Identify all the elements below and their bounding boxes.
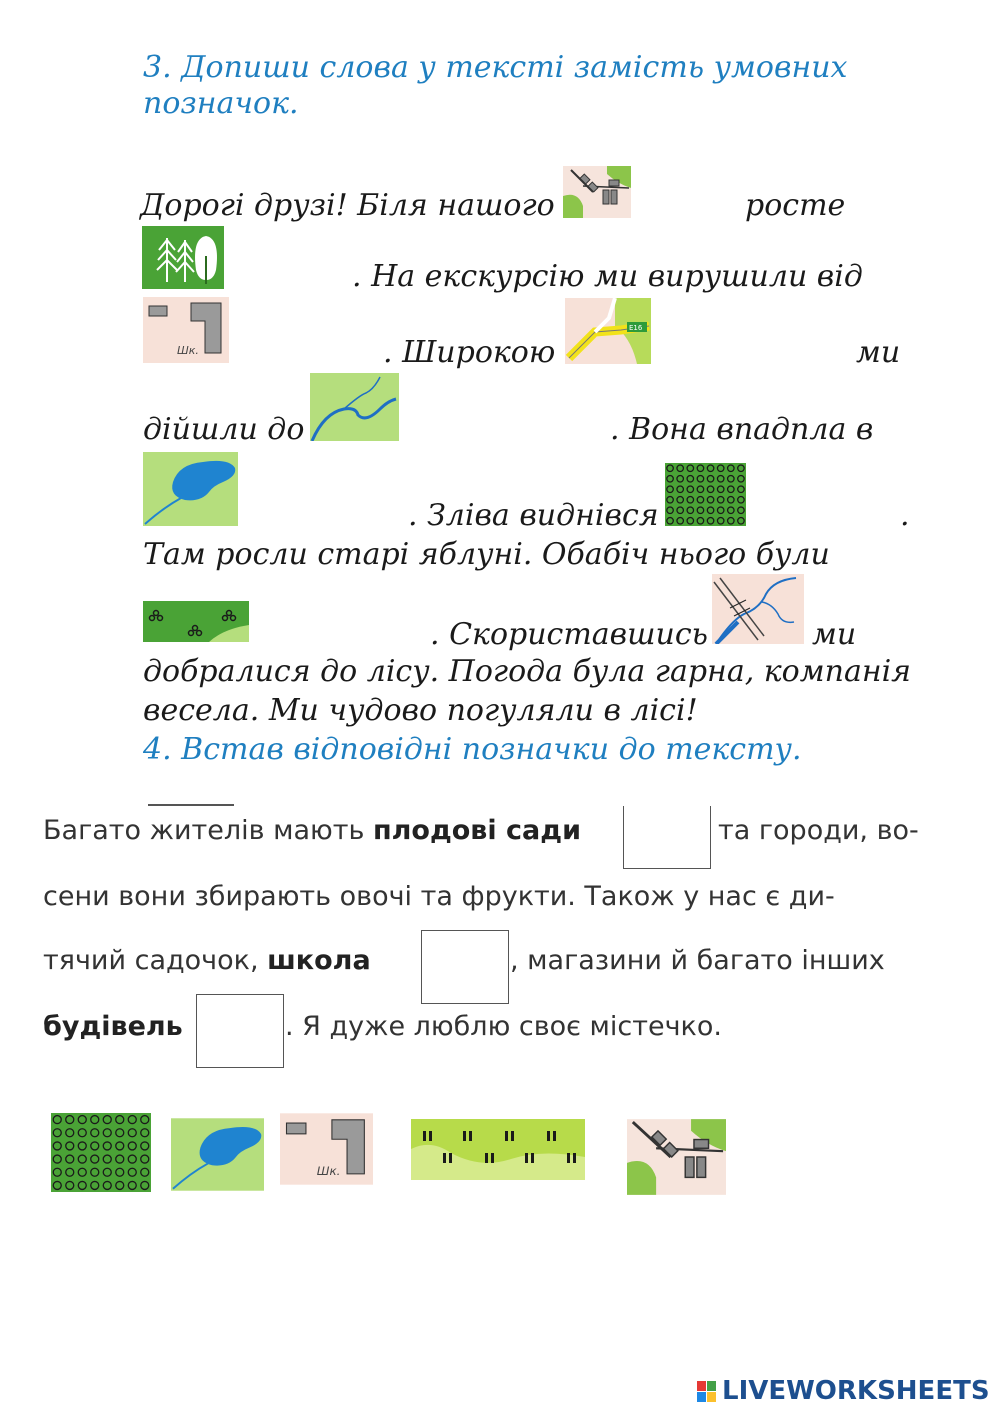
- text-word: росте: [745, 188, 846, 223]
- task4-text: тячий садочок,: [43, 945, 268, 976]
- box-edge: [148, 804, 234, 806]
- task4-line-3: [43, 945, 371, 976]
- text-word: . Широкою: [383, 335, 556, 370]
- task4-text: та городи, во-: [718, 815, 919, 846]
- road-label: Е16: [629, 324, 643, 332]
- highway-map-icon: [565, 298, 651, 364]
- village-map-icon: [563, 166, 631, 218]
- task4-text: , магазини й багато інших: [510, 945, 885, 976]
- task4-text: Багато жителів мають: [43, 815, 373, 846]
- forest-map-icon: [142, 226, 224, 289]
- text-line: . Скориставшись: [430, 617, 708, 652]
- school-label: Шк.: [177, 344, 199, 357]
- orchard-map-icon: [665, 463, 746, 526]
- text-word: ми: [812, 617, 857, 652]
- bushes-map-icon: [143, 601, 249, 642]
- text-word: ми: [856, 335, 901, 370]
- school-term: школа: [267, 945, 371, 976]
- text-line: . На екскурсію ми вирушили від: [352, 259, 863, 294]
- task4-heading: 4. Встав відповідні позначки до тексту.: [143, 732, 802, 767]
- task3-heading-line2: позначок.: [143, 86, 299, 121]
- text-line: Дорогі друзі! Біля нашого: [140, 188, 555, 223]
- buildings-drop-box[interactable]: [196, 994, 284, 1068]
- liveworksheets-logo[interactable]: LIVEWORKSHEETS: [722, 1376, 990, 1406]
- text-line: Там росли старі яблуні. Обабіч нього були: [143, 537, 830, 572]
- task3-heading: [143, 50, 847, 122]
- river-map-icon: [310, 373, 399, 441]
- orchard-term: плодові сади: [372, 815, 581, 846]
- text-line: весела. Ми чудово погуляли в лісі!: [143, 693, 698, 728]
- lake-map-icon: [143, 452, 238, 526]
- buildings-term: будівель: [43, 1011, 183, 1042]
- liveworksheets-logo-icon: [697, 1381, 717, 1403]
- task4-line-4: [43, 1011, 183, 1042]
- school-drop-box[interactable]: [421, 930, 509, 1004]
- meadow-map-icon[interactable]: [411, 1119, 585, 1180]
- village-map-icon[interactable]: [627, 1119, 726, 1195]
- orchard-drop-box[interactable]: [623, 806, 711, 869]
- school-label: Шк.: [316, 1163, 341, 1178]
- text-line: . Вона впадпла в: [610, 412, 874, 447]
- bridge-map-icon: [712, 574, 804, 644]
- text-line: . Зліва виднівся: [408, 498, 659, 533]
- orchard-map-icon[interactable]: [51, 1113, 151, 1192]
- text-word: дійшли до: [143, 412, 305, 447]
- text-line: добралися до лісу. Погода була гарна, компанія: [143, 654, 912, 689]
- lake-map-icon[interactable]: [171, 1118, 264, 1191]
- school-map-icon[interactable]: [280, 1112, 373, 1186]
- task4-text: . Я дуже люблю своє містечко.: [285, 1011, 722, 1042]
- task4-line-1: [43, 815, 581, 846]
- task3-heading-line1: 3. Допиши слова у тексті замість умовних: [143, 50, 848, 85]
- task4-line-2: сени вони збирають овочі та фрукти. Також у нас є ди-: [43, 881, 835, 912]
- school-map-icon: [143, 297, 229, 363]
- text-word: .: [900, 498, 910, 533]
